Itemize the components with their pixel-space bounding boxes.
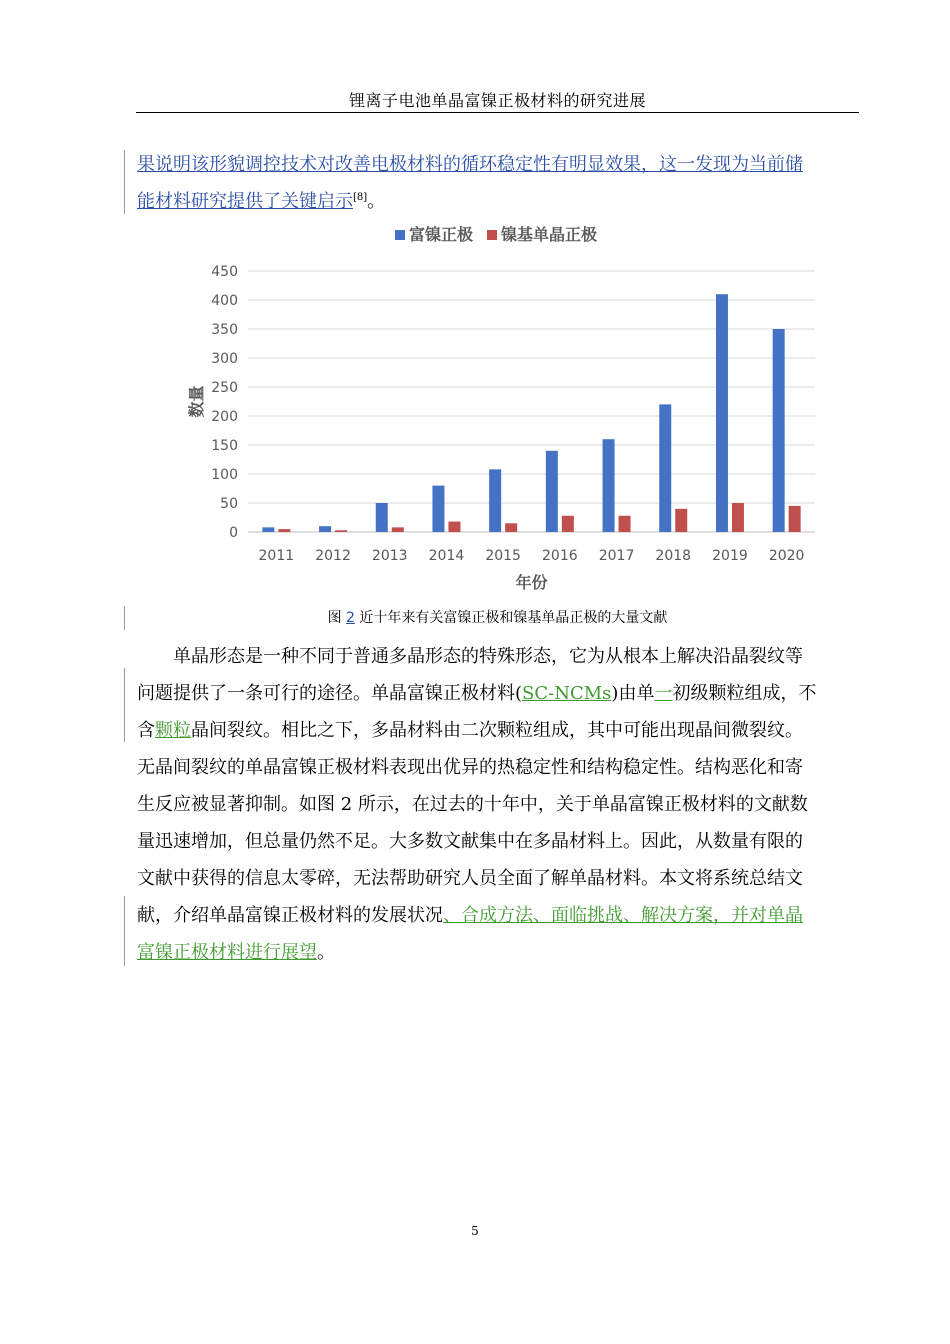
text-line	[137, 183, 859, 220]
bar-chart-svg	[180, 222, 830, 598]
text-line[interactable]: 果说明该形貌调控技术对改善电极材料的循环稳定性有明显效果，这一发现为当前储	[137, 154, 803, 175]
revision-bar	[124, 668, 125, 742]
x-axis-title: 年份	[515, 573, 548, 592]
text-fragment: 初级颗粒组成，不	[672, 683, 817, 704]
bar-series2-2012	[335, 530, 347, 532]
caption-text: 近十年来有关富镍正极和镍基单晶正极的大量文献	[354, 610, 668, 626]
text-fragment: 。	[317, 942, 335, 963]
bar-series1-2017	[603, 439, 615, 532]
text-line: 生反应被显著抑制。如图 2 所示，在过去的十年中，关于单晶富镍正极材料的文献数	[137, 794, 808, 815]
x-tick-label: 2011	[258, 548, 295, 564]
bar-series2-2013	[392, 527, 404, 532]
tracked-change-text[interactable]: 能材料研究提供了关键启示	[137, 191, 353, 212]
text-line: 量迅速增加，但总量仍然不足。大多数文献集中在多晶材料上。因此，从数量有限的	[137, 831, 803, 852]
figure-caption	[136, 608, 859, 628]
bar-chart	[180, 222, 830, 598]
y-tick-label: 350	[211, 322, 238, 338]
x-tick-label: 2013	[371, 548, 408, 564]
legend-label-2: 镍基单晶正极	[501, 225, 598, 244]
y-tick-label: 0	[229, 525, 238, 541]
bar-series1-2019	[716, 294, 728, 532]
paragraph-single-crystal	[137, 638, 859, 971]
bar-series2-2016	[562, 516, 574, 532]
tracked-change-text[interactable]: 、合成方法、面临挑战、解决方案，并对单晶	[443, 905, 803, 926]
y-tick-label: 200	[211, 409, 238, 425]
y-axis-title: 数量	[187, 385, 206, 418]
y-tick-label: 50	[220, 496, 238, 512]
text-fragment: 献，介绍单晶富镍正极材料的发展状况	[137, 905, 443, 926]
text-line: 无晶间裂纹的单晶富镍正极材料表现出优异的热稳定性和结构稳定性。结构恶化和寄	[137, 757, 803, 778]
text-fragment: 晶间裂纹。相比之下，多晶材料由二次颗粒组成，其中可能出现晶间微裂纹。	[191, 720, 803, 741]
x-tick-label: 2018	[655, 548, 692, 564]
bar-series1-2013	[376, 503, 388, 532]
text-line: 单晶形态是一种不同于普通多晶形态的特殊形态，它为从根本上解决沿晶裂纹等	[173, 646, 803, 667]
text-line	[137, 712, 859, 749]
text-fragment: 问题提供了一条可行的途径。单晶富镍正极材料(	[137, 683, 523, 704]
paragraph-intro-continuation	[137, 146, 859, 220]
revision-bar	[124, 896, 125, 966]
bar-series1-2015	[489, 469, 501, 532]
bar-series2-2018	[675, 509, 687, 532]
text-fragment: 含	[137, 720, 155, 741]
tracked-change-text[interactable]: 颗粒	[155, 720, 191, 741]
legend-label-1: 富镍正极	[409, 225, 474, 244]
bar-series1-2012	[319, 526, 331, 532]
caption-figure-number[interactable]: 2	[346, 610, 355, 626]
x-tick-label: 2016	[542, 548, 578, 564]
text-line: 文献中获得的信息太零碎，无法帮助研究人员全面了解单晶材料。本文将系统总结文	[137, 868, 803, 889]
bar-series2-2015	[505, 523, 517, 532]
bar-series1-2020	[773, 329, 785, 532]
text-fragment: 。	[367, 191, 386, 212]
caption-prefix: 图	[327, 610, 347, 626]
x-tick-label: 2014	[428, 548, 465, 564]
bar-series2-2017	[619, 516, 631, 532]
citation-ref[interactable]: [8]	[353, 192, 368, 203]
bar-series1-2011	[262, 527, 274, 532]
legend-swatch-1	[395, 230, 405, 240]
bar-series2-2011	[278, 529, 290, 532]
text-line	[137, 675, 859, 712]
x-tick-label: 2017	[598, 548, 635, 564]
bar-series1-2016	[546, 451, 558, 532]
bar-series2-2019	[732, 503, 744, 532]
y-tick-label: 100	[211, 467, 238, 483]
revision-bar	[124, 606, 125, 630]
bar-series1-2014	[432, 486, 444, 532]
revision-bar	[124, 150, 125, 214]
bar-series2-2020	[789, 506, 801, 532]
tracked-change-text[interactable]: 一	[654, 683, 673, 704]
y-tick-label: 250	[211, 380, 238, 396]
x-tick-label: 2019	[712, 548, 748, 564]
x-tick-label: 2012	[315, 548, 351, 564]
text-line	[137, 897, 859, 934]
y-tick-label: 300	[211, 351, 238, 367]
text-line	[137, 934, 859, 971]
bar-series2-2014	[448, 522, 460, 532]
x-tick-label: 2015	[485, 548, 521, 564]
running-header: 锂离子电池单晶富镍正极材料的研究进展	[136, 90, 859, 113]
text-fragment: )由单	[611, 683, 655, 704]
page-number: 5	[471, 1224, 479, 1238]
tracked-change-text[interactable]: 富镍正极材料进行展望	[137, 942, 317, 963]
x-tick-label: 2020	[768, 548, 805, 564]
y-tick-label: 150	[211, 438, 238, 454]
y-tick-label: 400	[211, 293, 238, 309]
y-tick-label: 450	[211, 264, 238, 280]
abbreviation-link[interactable]: SC-NCMs	[522, 683, 612, 704]
legend-swatch-2	[487, 230, 497, 240]
bar-series1-2018	[659, 404, 671, 532]
